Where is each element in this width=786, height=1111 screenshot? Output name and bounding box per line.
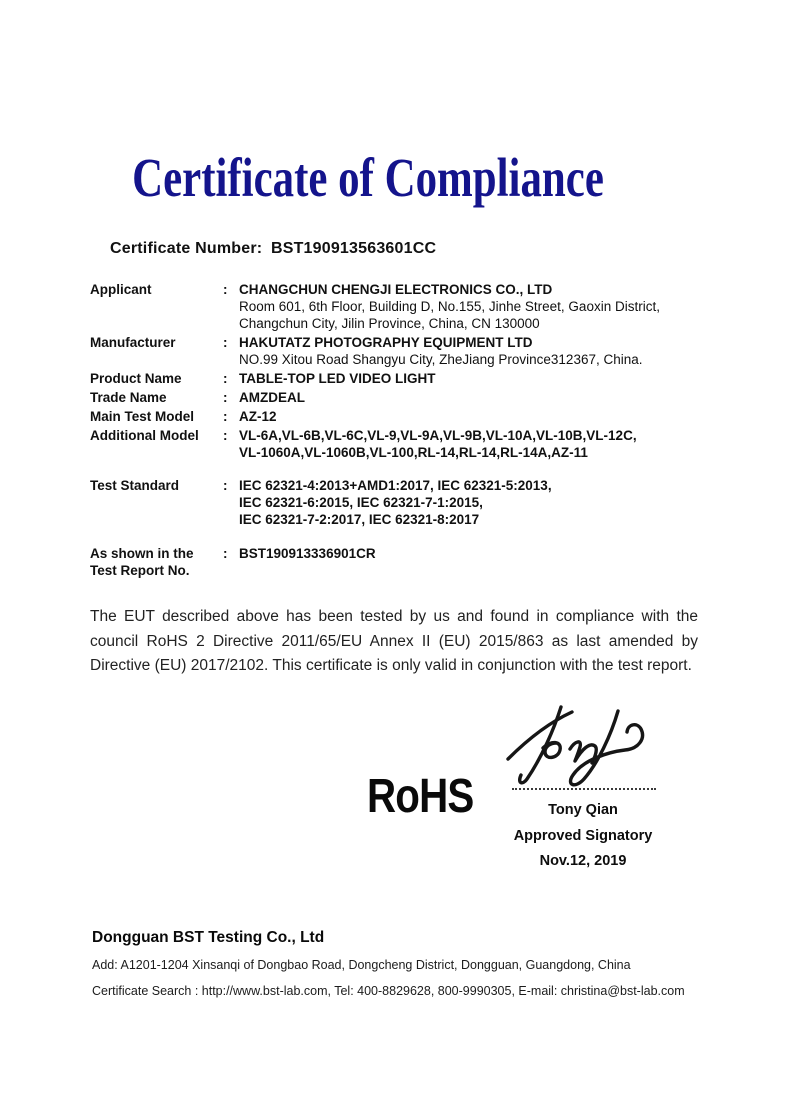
product-name-value: TABLE-TOP LED VIDEO LIGHT	[239, 371, 436, 386]
signature-icon	[498, 697, 666, 789]
signatory-title: Approved Signatory	[513, 827, 653, 844]
field-label: Test Standard	[90, 478, 180, 493]
field-row-additional-model: Additional Model : VL-6A,VL-6B,VL-6C,VL-9,VL-9A,VL-9B,VL-10A,VL-10B,VL-12C, VL-1060A,VL-1060B,VL-100,RL-14,RL-14,RL-14A,AZ-11	[90, 427, 708, 461]
certificate-number-value: BST190913563601CC	[270, 240, 437, 257]
manufacturer-name: HAKUTATZ PHOTOGRAPHY EQUIPMENT LTD	[239, 335, 533, 350]
certificate-fields	[90, 281, 708, 579]
footer-company-name: Dongguan BST Testing Co., Ltd	[92, 929, 325, 946]
field-row-test-standard: Test Standard : IEC 62321-4:2013+AMD1:2017, IEC 62321-5:2013, IEC 62321-6:2015, IEC 62321-7-1:2015, IEC 62321-7-2:2017, IEC 62321-8:2017	[90, 477, 708, 528]
field-row-product-name: Product Name : TABLE-TOP LED VIDEO LIGHT	[90, 370, 708, 387]
field-label: Main Test Model	[90, 409, 195, 424]
field-row-manufacturer: Manufacturer : HAKUTATZ PHOTOGRAPHY EQUIPMENT LTD NO.99 Xitou Road Shangyu City, ZheJiang Province312367, China.	[90, 334, 708, 368]
signatory-block	[488, 802, 678, 879]
field-label: Manufacturer	[90, 335, 176, 350]
test-report-number-value: BST190913336901CR	[239, 546, 376, 561]
field-row-test-report-no: As shown in the Test Report No. : BST190913336901CR	[90, 545, 708, 579]
additional-model-line: VL-6A,VL-6B,VL-6C,VL-9,VL-9A,VL-9B,VL-10A,VL-10B,VL-12C,	[239, 428, 637, 443]
trade-name-value: AMZDEAL	[239, 390, 305, 405]
manufacturer-address-line: NO.99 Xitou Road Shangyu City, ZheJiang Province312367, China.	[239, 352, 643, 367]
footer-address: Add: A1201-1204 Xinsanqi of Dongbao Road, Dongcheng District, Dongguan, Guangdong, China	[92, 958, 631, 972]
field-row-applicant: Applicant : CHANGCHUN CHENGJI ELECTRONICS CO., LTD Room 601, 6th Floor, Building D, No.155, Jinhe Street, Gaoxin District, Changchun City, Jilin Province, China, CN 130000	[90, 281, 708, 332]
field-row-main-test-model: Main Test Model : AZ-12	[90, 408, 708, 425]
signature-dotted-line	[512, 781, 656, 790]
certificate-number	[110, 240, 436, 258]
footer-contact: Certificate Search : http://www.bst-lab.com, Tel: 400-8829628, 800-9990305, E-mail: christina@bst-lab.com	[92, 984, 685, 998]
field-label: Additional Model	[90, 428, 199, 443]
applicant-address-line: Changchun City, Jilin Province, China, CN 130000	[239, 316, 540, 331]
field-row-trade-name: Trade Name : AMZDEAL	[90, 389, 708, 406]
test-standard-line: IEC 62321-7-2:2017, IEC 62321-8:2017	[239, 512, 480, 527]
rohs-logo: RoHS	[367, 770, 474, 823]
test-standard-line: IEC 62321-6:2015, IEC 62321-7-1:2015,	[239, 495, 483, 510]
applicant-address-line: Room 601, 6th Floor, Building D, No.155, Jinhe Street, Gaoxin District,	[239, 299, 660, 314]
applicant-name: CHANGCHUN CHENGJI ELECTRONICS CO., LTD	[239, 282, 553, 297]
test-standard-line: IEC 62321-4:2013+AMD1:2017, IEC 62321-5:2013,	[239, 478, 552, 493]
signatory-name: Tony Qian	[548, 802, 618, 818]
page-title: Certificate of Compliance	[132, 147, 604, 208]
field-label: Trade Name	[90, 390, 167, 405]
main-test-model-value: AZ-12	[239, 409, 277, 424]
additional-model-line: VL-1060A,VL-1060B,VL-100,RL-14,RL-14,RL-14A,AZ-11	[239, 445, 588, 460]
compliance-statement: The EUT described above has been tested by us and found in compliance with the council RoHS 2 Directive 2011/65/EU Annex II (EU) 2015/863 as last amended by Directive (EU) 2017/2102. This certificate is only valid in conjunction with the test report.	[90, 608, 698, 675]
field-label: Product Name	[90, 371, 182, 386]
field-label: As shown in the Test Report No.	[90, 546, 194, 578]
field-label: Applicant	[90, 282, 152, 297]
certificate-number-label: Certificate Number:	[110, 240, 263, 257]
signature-date: Nov.12, 2019	[539, 853, 627, 869]
